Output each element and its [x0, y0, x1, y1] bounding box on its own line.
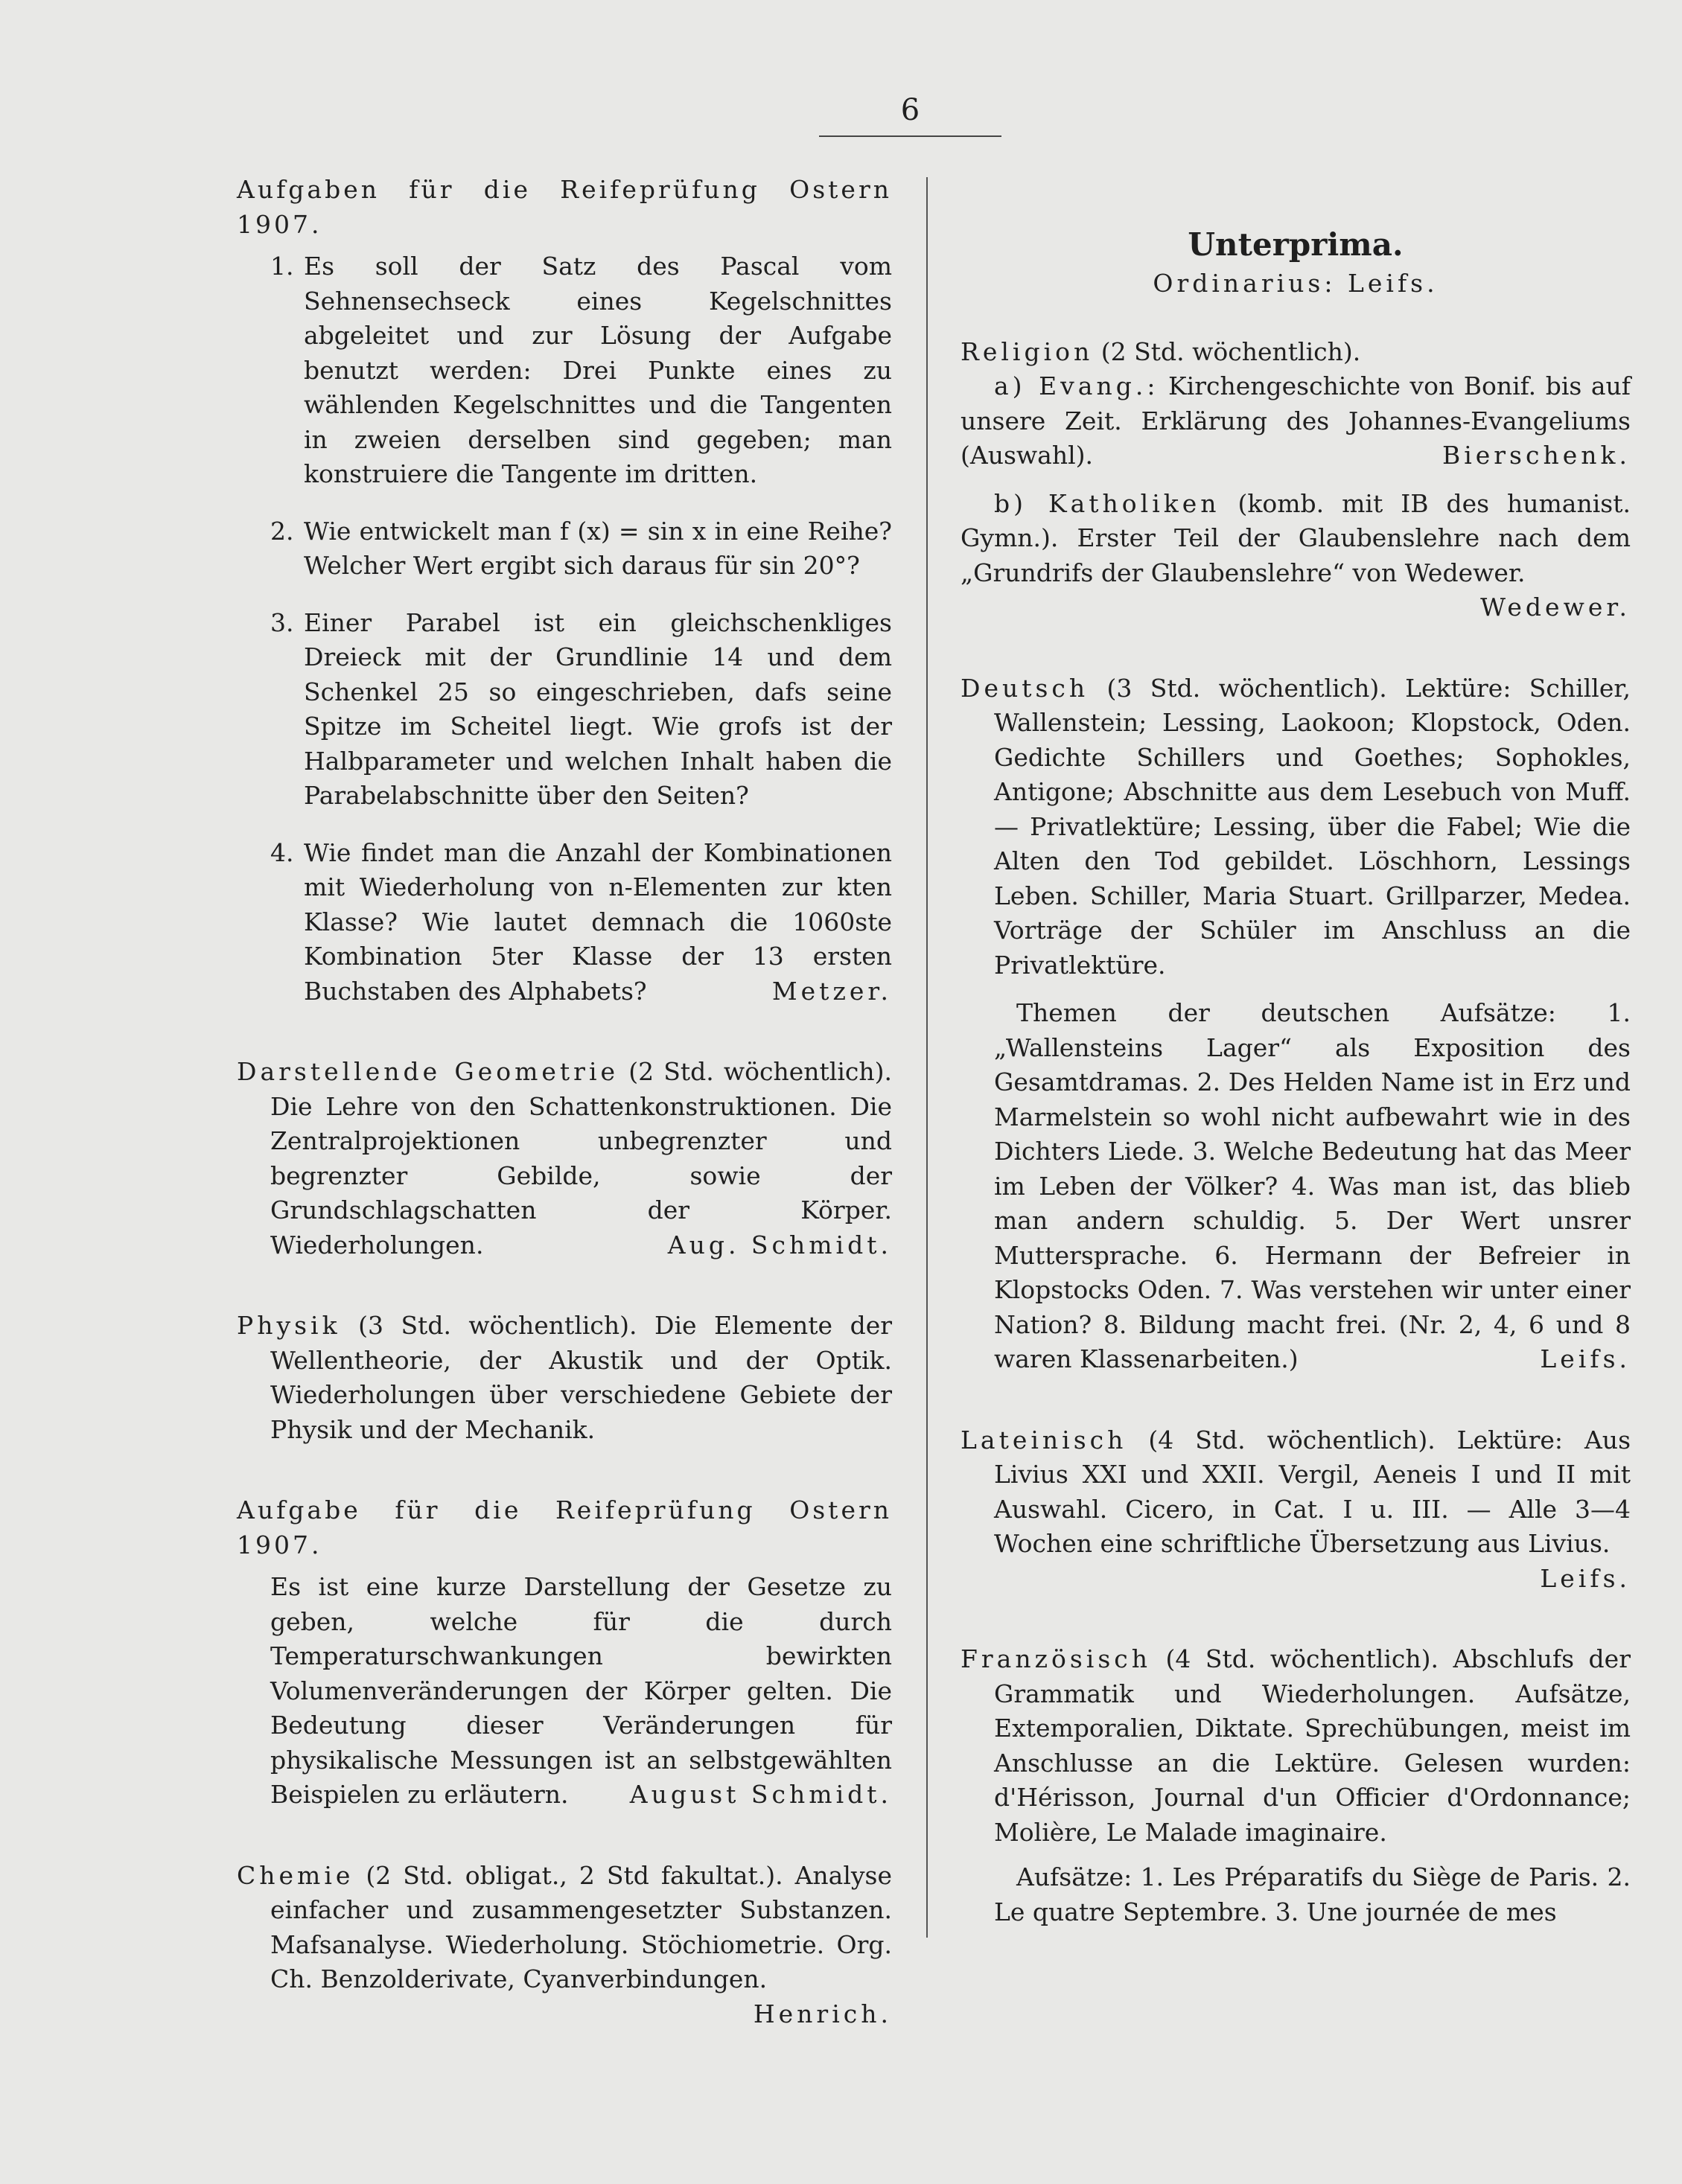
- exam-task-1: [270, 249, 892, 492]
- exam-task-3: [270, 606, 892, 814]
- signature-wedewer: Wedewer.: [1480, 593, 1631, 622]
- subject-text: (2 Std. obligat., 2 Std fakultat.). Analyse einfacher und zusammengesetzter Substanzen. Mafsanalyse. Wiederholung. Stöchiometrie. Org. Ch. Benzolderivate, Cyanverbindungen.: [270, 1860, 892, 1993]
- section-lateinisch: [961, 1423, 1631, 1597]
- section-title-math-exam: Aufgaben für die Reifeprüfung Ostern 1907.: [237, 175, 892, 239]
- signature-henrich: Henrich.: [753, 1999, 892, 2028]
- signature-august-schmidt: August Schmidt.: [629, 1780, 892, 1809]
- subject-text: (3 Std. wöchentlich). Die Elemente der Wellentheorie, der Akustik und der Optik. Wiederholungen über verschiedene Gebiete der Physik und der Mechanik.: [270, 1311, 892, 1444]
- left-column: [237, 173, 892, 2031]
- subject-label: Französisch: [961, 1644, 1152, 1673]
- section-franzoesisch: [961, 1642, 1631, 1850]
- section-deutsch: [961, 671, 1631, 983]
- column-divider: [926, 177, 928, 1938]
- subject-label: b) Katholiken: [994, 488, 1220, 518]
- section-religion: [961, 335, 1631, 370]
- subject-text: Kirchengeschichte von Bonif. bis auf unsere Zeit. Erklärung des Johannes-Evangeliums (Auswahl).: [961, 371, 1631, 470]
- ordinarius-line: Ordinarius: Leifs.: [1153, 269, 1439, 298]
- signature-metzer: Metzer.: [771, 976, 892, 1006]
- class-heading: Unterprima.: [1188, 226, 1404, 263]
- section-physik: [237, 1309, 892, 1447]
- task-text: Wie entwickelt man f (x) = sin x in eine Reihe? Welcher Wert ergibt sich daraus für sin 20°?: [304, 516, 892, 580]
- subject-text: (4 Std. wöchentlich). Abschlufs der Grammatik und Wiederholungen. Aufsätze, Extemporalien, Diktate. Sprechübungen, meist im Anschlusse an die Lektüre. Gelesen wurden: d'Hérisson, Journal d'un Officier d'Ordonnance; Molière, Le Malade imaginaire.: [994, 1644, 1631, 1847]
- exam-task-list: [237, 249, 892, 1009]
- signature-leifs: Leifs.: [1540, 1563, 1631, 1593]
- religion-evangelisch: [961, 369, 1631, 473]
- right-column: [961, 223, 1631, 1929]
- task-text: Einer Parabel ist ein gleichschenkliges Dreieck mit der Grundlinie 14 und dem Schenkel 25 so eingeschrieben, dafs seine Spitze im Scheitel liegt. Wie grofs ist der Halbparameter und welchen Inhalt haben die Parabelabschnitte über den Seiten?: [304, 607, 892, 810]
- subject-text: (3 Std. wöchentlich). Lektüre: Schiller, Wallenstein; Lessing, Laokoon; Klopstock, Oden. Gedichte Schillers und Goethes; Sophokles, Antigone; Abschnitte aus dem Lesebuch von Muff. — Privatlektüre; Lessing, über die Fabel; Wie die Alten den Tod gebildet. Löschhorn, Lessings Leben. Schiller, Maria Stuart. Grillparzer, Medea. Vorträge der Schüler im Anschluss an die Privatlektüre.: [994, 673, 1631, 980]
- religion-katholisch: [961, 487, 1631, 625]
- themen-text: Themen der deutschen Aufsätze: 1. „Wallensteins Lager“ als Exposition des Gesamtdramas. 2. Des Helden Name ist in Erz und Marmelstein so wohl nicht aufbewahrt wie in des Dichters Liede. 3. Welche Bedeutung hat das Meer im Leben der Völker? 4. Was man ist, das blieb man andern schuldig. 5. Der Wert unsrer Muttersprache. 6. Hermann der Befreier in Klopstocks Oden. 7. Was verstehen wir unter einer Nation? 8. Bildung macht frei. (Nr. 2, 4, 6 und 8 waren Klassenarbeiten.): [994, 998, 1631, 1373]
- page-number: 6: [819, 88, 1001, 137]
- task-number: 4.: [270, 837, 294, 867]
- section-chemie: [237, 1859, 892, 1997]
- franzoesisch-aufsaetze: Aufsätze: 1. Les Préparatifs du Siège de Paris. 2. Le quatre Septembre. 3. Une journée de mes: [994, 1862, 1631, 1926]
- subject-text: (4 Std. wöchentlich). Lektüre: Aus Livius XXI und XXII. Vergil, Aeneis I und II mit Auswahl. Cicero, in Cat. I u. III. — Alle 3—4 Wochen eine schriftliche Übersetzung aus Livius.: [994, 1425, 1631, 1558]
- subject-text: (komb. mit IB des humanist. Gymn.). Erster Teil der Glaubenslehre nach dem „Grundrifs der Glaubenslehre“ von Wedewer.: [961, 488, 1631, 587]
- chemie-signature-line: [237, 1997, 892, 2032]
- subject-text: (2 Std. wöchentlich). Die Lehre von den Schattenkonstruktionen. Die Zentralprojektionen unbegrenzter und begrenzter Gebilde, sowie der Grundschlagschatten der Körper. Wiederholungen.: [270, 1057, 892, 1259]
- subject-label: Lateinisch: [961, 1425, 1127, 1455]
- subject-text: (2 Std. wöchentlich).: [1100, 336, 1361, 366]
- task-text: Es ist eine kurze Darstellung der Gesetze zu geben, welche für die durch Temperaturschwankungen bewirkten Volumenveränderungen der Körper gelten. Die Bedeutung dieser Veränderungen für physikalische Messungen ist an selbstgewählten Beispielen zu erläutern.: [270, 1572, 892, 1809]
- signature-aug-schmidt: Aug. Schmidt.: [667, 1230, 892, 1259]
- subject-label: Deutsch: [961, 673, 1089, 703]
- section-darstellende-geometrie: [237, 1055, 892, 1262]
- section-title-physics-exam: Aufgabe für die Reifeprüfung Ostern 1907.: [237, 1495, 892, 1559]
- subject-label: Physik: [237, 1311, 341, 1340]
- signature-leifs: Leifs.: [1540, 1344, 1631, 1373]
- signature-bierschenk: Bierschenk.: [1442, 441, 1631, 470]
- physics-exam-task: [237, 1570, 892, 1813]
- task-text: Es soll der Satz des Pascal vom Sehnensechseck eines Kegelschnittes abgeleitet und zur Lösung der Aufgabe benutzt werden: Drei Punkte eines zu wählenden Kegelschnittes und die Tangenten in zweien derselben sind gegeben; man konstruiere die Tangente im dritten.: [304, 252, 892, 488]
- subject-label: Religion: [961, 336, 1094, 366]
- subject-label: Chemie: [237, 1860, 354, 1890]
- exam-task-4: [270, 836, 892, 1009]
- exam-task-2: [270, 514, 892, 584]
- task-number: 1.: [270, 252, 294, 281]
- task-number: 2.: [270, 516, 294, 546]
- task-number: 3.: [270, 607, 294, 637]
- deutsch-aufsatz-themen: [961, 996, 1631, 1377]
- subject-label: a) Evang.:: [994, 371, 1159, 400]
- task-text: Wie findet man die Anzahl der Kombinationen mit Wiederholung von n-Elementen zur kten Klasse? Wie lautet demnach die 1060ste Kombination 5ter Klasse der 13 ersten Buchstaben des Alphabets?: [304, 837, 892, 1006]
- subject-label: Darstellende Geometrie: [237, 1057, 619, 1086]
